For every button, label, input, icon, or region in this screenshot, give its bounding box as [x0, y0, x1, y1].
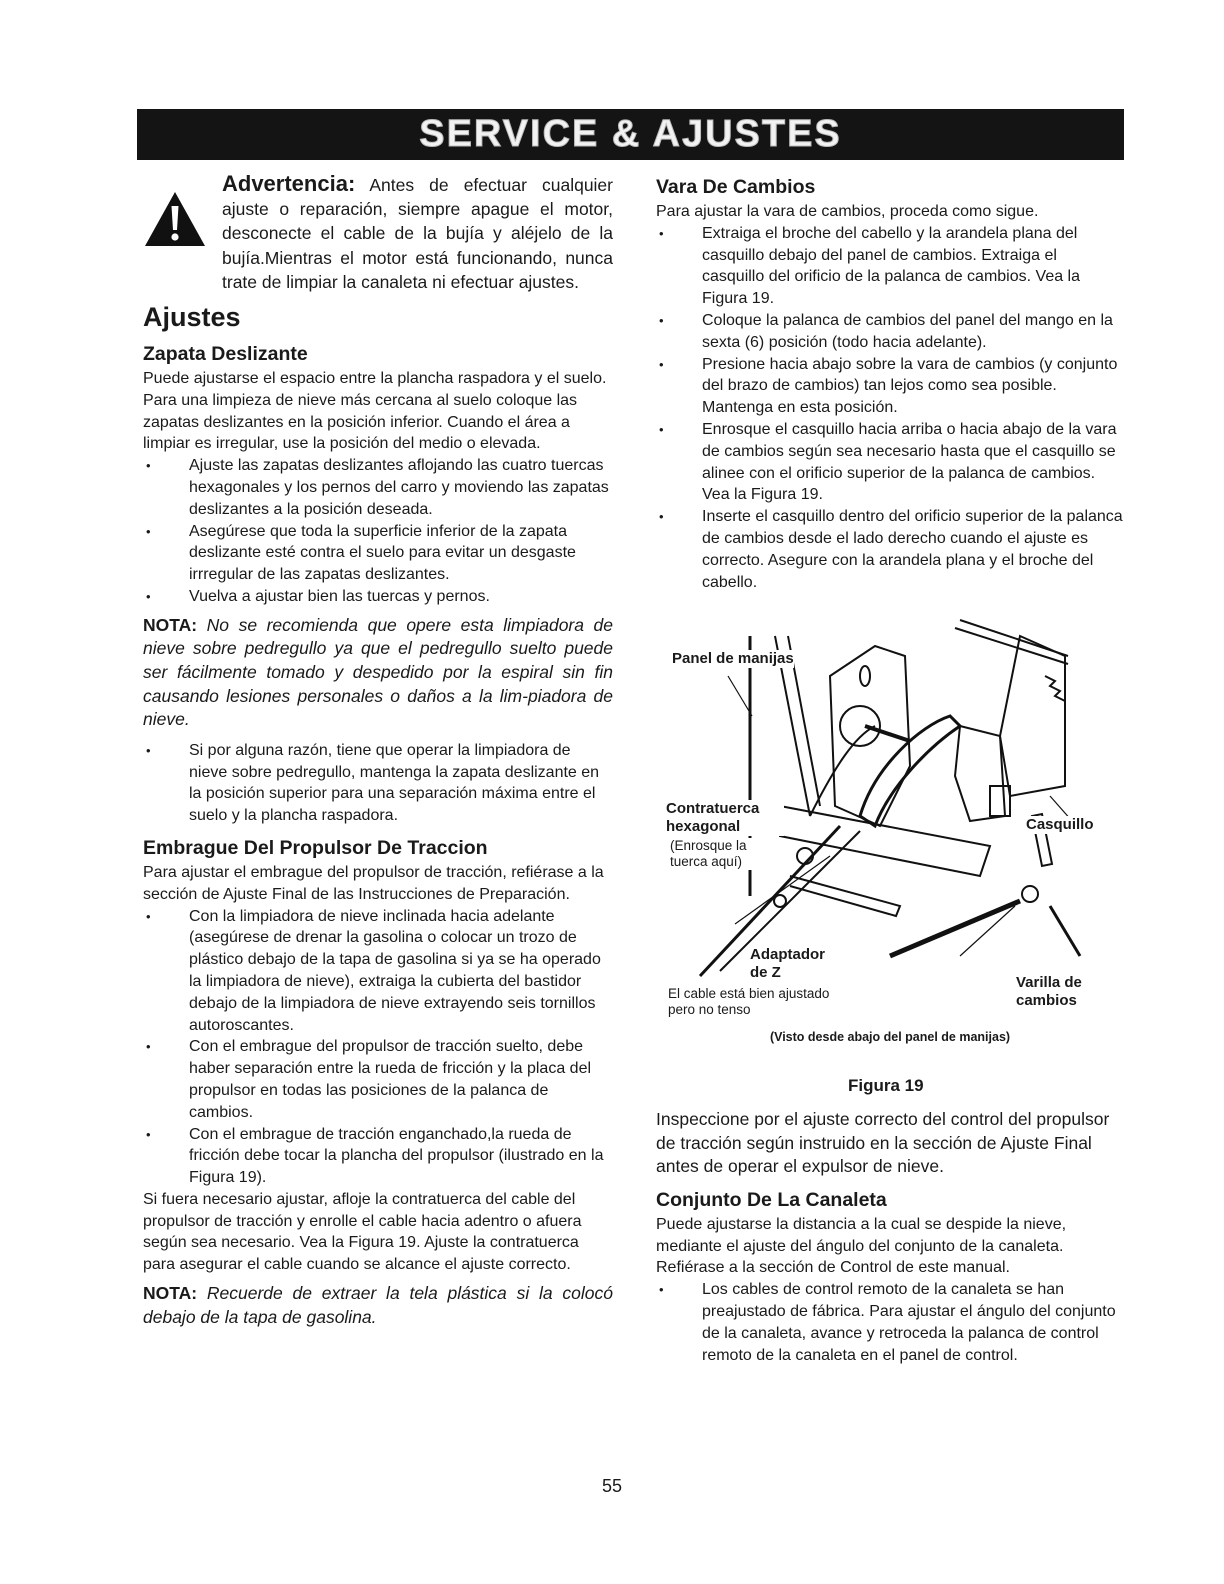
figure-title: Figura 19 [848, 1076, 924, 1095]
embrague-outro: Si fuera necesario ajustar, afloje la contratuerca del cable del propulsor de tracción y enrolle el cable hacia adentro o afuera según sea necesario. Vea la Figura 19. Ajuste la contratuerca para asegurar el cable cuando se alcance el ajuste correcto. [143, 1190, 582, 1274]
nota-text: No se recomienda que opere esta limpiadora de nieve sobre pedregullo ya que el pedregullo suelto puede ser fácilmente tomado y despedido por la espiral sin fin causando lesiones personales o daños a la lim-piadora de nieve. [143, 614, 613, 730]
zapata-heading: Zapata Deslizante [143, 343, 308, 366]
canaleta-list [656, 1279, 1123, 1366]
list-item: • Enrosque el casquillo hacia arriba o hacia abajo de la vara de cambios según sea necesario hasta que el casquillo se alinee con el orificio superior de la palanca de cambios. Vea la Figura 19. [656, 419, 1123, 506]
zapata-nota [143, 614, 613, 732]
list-item: • Si por alguna razón, tiene que operar la limpiadora de nieve sobre pedregullo, mantenga la zapata deslizante en la posición superior para una separación máxima entre el suelo y la plancha raspadora. [143, 740, 613, 827]
warning-text [222, 172, 613, 294]
embrague-intro: Para ajustar el embrague del propulsor de tracción, refiérase a la sección de Ajuste Final de las Instrucciones de Preparación. [143, 863, 604, 903]
figure-19-illustration [660, 616, 1120, 1026]
label-cable: El cable está bien ajustado pero no tenso [668, 986, 830, 1017]
label-panel-manijas: Panel de manijas [672, 650, 794, 667]
banner-title: SERVICE & AJUSTES [419, 113, 842, 155]
nota-text: Recuerde de extraer la tela plástica si la colocó debajo de la tapa de gasolina. [143, 1283, 613, 1327]
list-item: • Con el embrague del propulsor de tracción suelto, debe haber separación entre la rueda de fricción y la placa del propulsor en todas las posiciones de la palanca de cambios. [143, 1036, 613, 1123]
zapata-list [143, 455, 613, 608]
warning-triangle-icon [143, 190, 207, 248]
embrague-nota [143, 1282, 613, 1329]
list-item: • Con la limpiadora de nieve inclinada hacia adelante (asegúrese de drenar la gasolina o colocar un trozo de plástico debajo de la tapa de gasolina si ya se ha operado la limpiadora de nieve), extraiga la cubierta del bastidor debajo de la limpiadora de nieve extrayendo seis tornillos autoroscantes. [143, 906, 613, 1037]
label-adaptador: Adaptador de Z [750, 946, 840, 982]
list-item: • Presione hacia abajo sobre la vara de cambios (y conjunto del brazo de cambios) tan lejos como sea posible. Mantenga en esta posición. [656, 354, 1123, 419]
figure-caption: (Visto desde abajo del panel de manijas) [769, 1030, 1011, 1044]
section-banner [137, 109, 1124, 160]
nota-label: NOTA: [143, 1283, 198, 1304]
list-item: • Coloque la palanca de cambios del panel del mango en la sexta (6) posición (todo hacia adelante). [656, 310, 1123, 354]
list-item: • Con el embrague de tracción enganchado,la rueda de fricción debe tocar la plancha del propulsor (ilustrado en la Figura 19). [143, 1124, 613, 1189]
right-column-bottom [656, 1108, 1123, 1366]
label-varilla: Varilla de cambios [1016, 974, 1106, 1010]
list-item: • Los cables de control remoto de la canaleta se han preajustado de fábrica. Para ajustar el ángulo del conjunto de la canaleta, avance y retroceda la palanca de control remoto de la canaleta en el panel de control. [656, 1279, 1123, 1366]
left-column [143, 172, 613, 1337]
vara-heading: Vara De Cambios [656, 176, 816, 198]
label-casquillo: Casquillo [1026, 816, 1094, 833]
label-contratuerca: Contratuerca hexagonal [666, 800, 784, 836]
warning-heading: Advertencia: [222, 171, 356, 196]
warning-body: Antes de efectuar cualquier ajuste o reparación, siempre apague el motor, desconecte el cable de la bujía y aléjelo de la bujía.Mientras el motor está funcionando, nunca trate de limpiar la canaleta ni efectuar ajustes. [222, 175, 613, 292]
ajustes-title: Ajustes [143, 302, 241, 333]
vara-list [656, 223, 1123, 594]
nota-label: NOTA: [143, 614, 198, 635]
canaleta-heading: Conjunto De La Canaleta [656, 1188, 887, 1211]
embrague-list [143, 906, 613, 1189]
zapata-intro: Puede ajustarse el espacio entre la plancha raspadora y el suelo. Para una limpieza de nieve más cercana al suelo coloque las zapatas deslizantes en la posición inferior. Cuando el área a limpiar es irregular, use la posición del medio o elevada. [143, 370, 607, 453]
canaleta-intro: Puede ajustarse la distancia a la cual se despide la nieve, mediante el ajuste del ángulo del conjunto de la canaleta. Refiérase a la sección de Control de este manual. [656, 1215, 1067, 1277]
embrague-heading: Embrague Del Propulsor De Traccion [143, 836, 488, 859]
list-item: • Inserte el casquillo dentro del orificio superior de la palanca de cambios desde el lado derecho cuando el ajuste es correcto. Asegure con la arandela plana y el broche del cabello. [656, 506, 1123, 593]
inspect-paragraph: Inspeccione por el ajuste correcto del control del propulsor de tracción según instruido en la sección de Ajuste Final antes de operar el expulsor de nieve. [656, 1109, 1110, 1177]
list-item: • Extraiga el broche del cabello y la arandela plana del casquillo debajo del panel de cambios. Extraiga el casquillo del orificio de la palanca de cambios. Vea la Figura 19. [656, 223, 1123, 310]
list-item: • Vuelva a ajustar bien las tuercas y pernos. [143, 586, 613, 608]
warning-block [143, 172, 613, 294]
list-item: • Asegúrese que toda la superficie inferior de la zapata deslizante esté contra el suelo para evitar un desgaste irrregular de las zapatas deslizantes. [143, 521, 613, 586]
page-number: 55 [601, 1476, 623, 1496]
label-enrosque: (Enrosque la tuerca aquí) [670, 838, 770, 870]
vara-intro: Para ajustar la vara de cambios, proceda como sigue. [656, 203, 1039, 220]
zapata-list-2 [143, 740, 613, 827]
right-column [656, 176, 1123, 593]
list-item: • Ajuste las zapatas deslizantes aflojando las cuatro tuercas hexagonales y los pernos del carro y moviendo las zapatas deslizantes a la posición deseada. [143, 455, 613, 520]
